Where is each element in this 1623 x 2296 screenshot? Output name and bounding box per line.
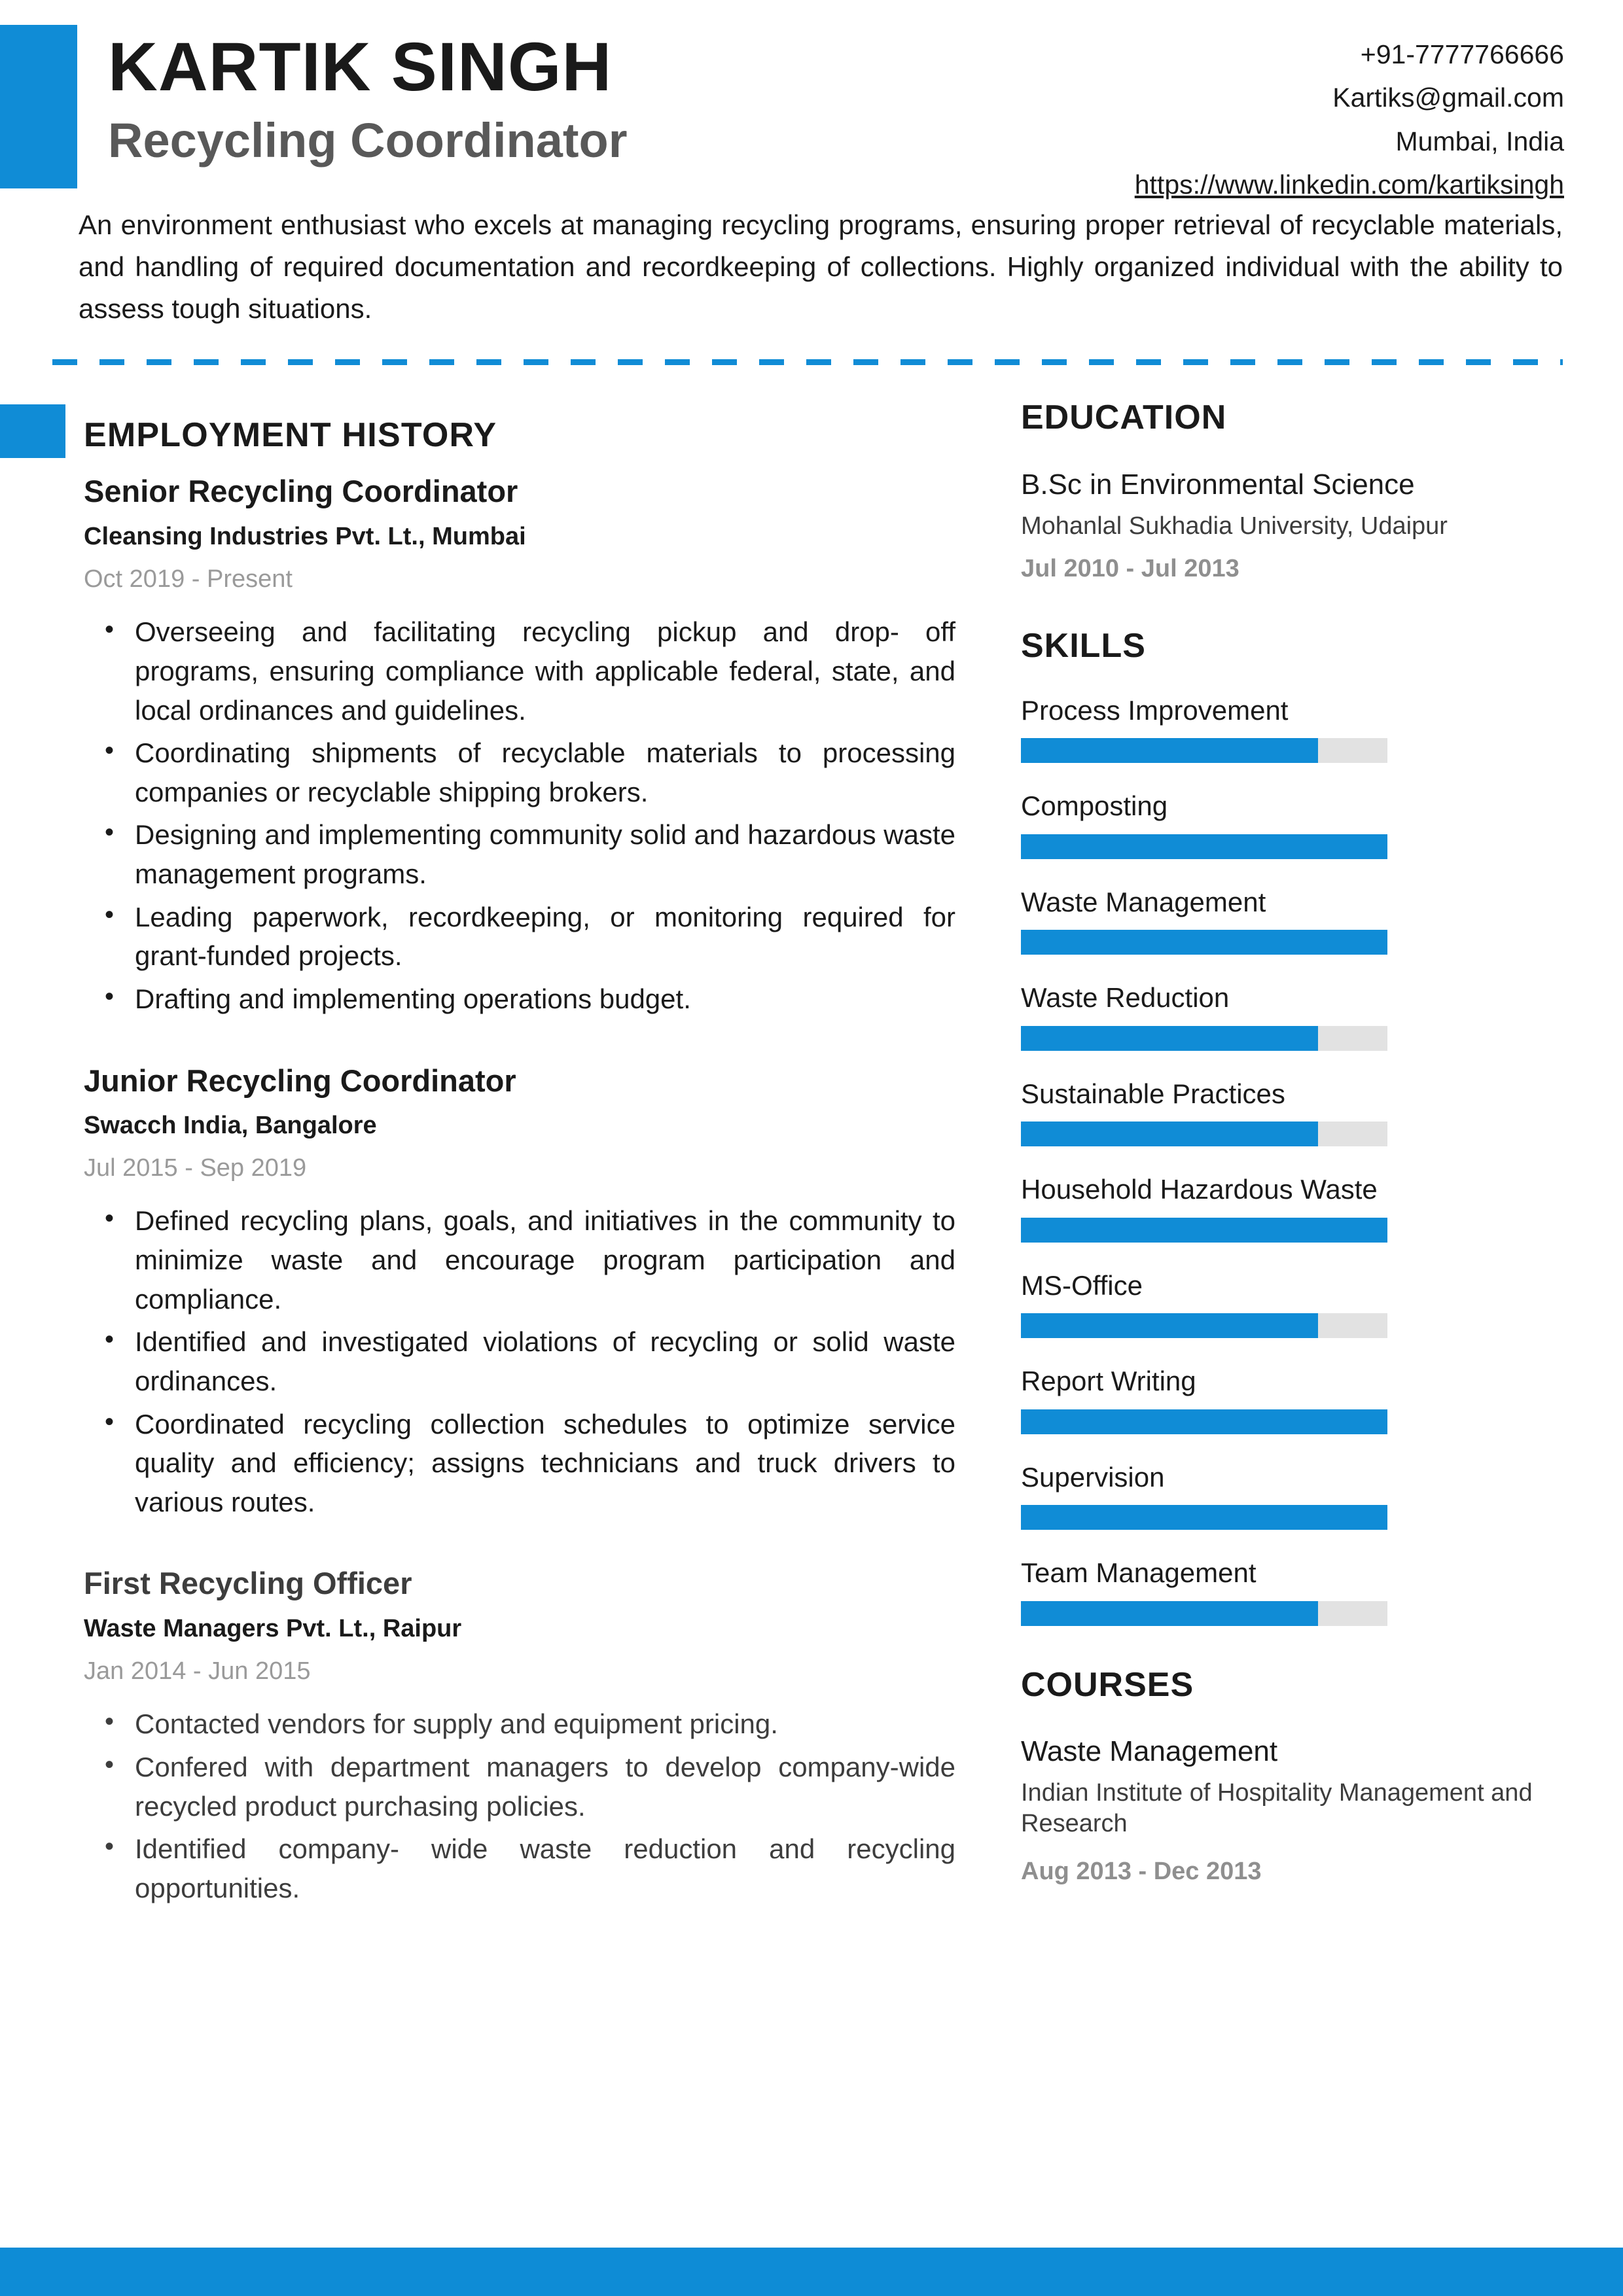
job-bullet: • Identified and investigated violations of recycling or solid waste ordinances. [135, 1322, 955, 1400]
job-bullet-list [84, 1201, 955, 1521]
page-title: KARTIK SINGH [108, 29, 613, 105]
skill-name: MS-Office [1021, 1269, 1143, 1301]
skill-name: Process Improvement [1021, 694, 1289, 726]
skill-level-fill [1021, 1601, 1318, 1626]
job-dates: Jul 2015 - Sep 2019 [84, 1154, 307, 1182]
job-bullet: • Contacted vendors for supply and equipment pricing. [135, 1704, 955, 1744]
employment-section-header [0, 399, 1008, 471]
skill-level-track [1021, 1505, 1387, 1530]
contact-linkedin-link[interactable]: https://www.linkedin.com/kartiksingh [1134, 169, 1564, 200]
skill-item [1021, 885, 1563, 955]
skill-name: Waste Reduction [1021, 982, 1230, 1014]
skill-item [1021, 981, 1563, 1051]
skill-level-fill [1021, 930, 1387, 955]
skill-name: Waste Management [1021, 886, 1266, 917]
course-name: Waste Management [1021, 1735, 1278, 1767]
skill-name: Composting [1021, 790, 1168, 822]
job-company: Swacch India, Bangalore [84, 1111, 377, 1139]
skill-name: Supervision [1021, 1461, 1165, 1492]
skill-item [1021, 1460, 1563, 1530]
education-degree: B.Sc in Environmental Science [1021, 468, 1415, 501]
skill-level-track [1021, 1122, 1387, 1146]
skill-level-track [1021, 834, 1387, 859]
skill-level-fill [1021, 738, 1318, 763]
header-job-title: Recycling Coordinator [108, 113, 628, 168]
contact-phone: +91-7777766666 [1360, 39, 1564, 69]
courses-section-title: COURSES [1021, 1665, 1194, 1704]
course-dates: Aug 2013 - Dec 2013 [1021, 1857, 1262, 1885]
job-bullet: • Overseeing and facilitating recycling pickup and drop- off programs, ensuring compliance with applicable federal, state, and local ordinances and guidelines. [135, 612, 955, 730]
job-entry [84, 471, 955, 1018]
skill-item [1021, 1269, 1563, 1339]
skill-name: Household Hazardous Waste [1021, 1174, 1378, 1205]
skill-level-track [1021, 738, 1387, 763]
dashed-divider [52, 359, 1563, 365]
skill-item [1021, 789, 1563, 859]
education-dates: Jul 2010 - Jul 2013 [1021, 555, 1240, 583]
education-entry [1021, 466, 1563, 586]
job-bullet: • Confered with department managers to develop company-wide recycled product purchasing policies. [135, 1748, 955, 1826]
skill-name: Team Management [1021, 1557, 1257, 1589]
header-accent-bar [0, 25, 77, 188]
employment-list [0, 471, 1008, 1907]
job-bullet: • Defined recycling plans, goals, and initiatives in the community to minimize waste and encourage program participation and compliance. [135, 1201, 955, 1318]
skill-level-track [1021, 1313, 1387, 1338]
skill-level-track [1021, 1409, 1387, 1434]
job-bullet-list [84, 612, 955, 1018]
education-school: Mohanlal Sukhadia University, Udaipur [1021, 512, 1448, 540]
resume-body [0, 399, 1623, 1937]
skills-section-title: SKILLS [1021, 626, 1146, 665]
job-company: Waste Managers Pvt. Lt., Raipur [84, 1614, 462, 1642]
job-company: Cleansing Industries Pvt. Lt., Mumbai [84, 522, 526, 550]
skill-item [1021, 1173, 1563, 1243]
header-identity [108, 25, 628, 169]
contact-block [1135, 25, 1564, 207]
section-accent-block [0, 404, 65, 458]
employment-section-title: EMPLOYMENT HISTORY [84, 416, 497, 455]
skill-level-track [1021, 1218, 1387, 1243]
skill-item [1021, 694, 1563, 764]
job-bullet-list [84, 1704, 955, 1907]
job-dates: Oct 2019 - Present [84, 565, 293, 593]
skill-name: Report Writing [1021, 1366, 1196, 1397]
job-bullet: • Coordinated recycling collection schedules to optimize service quality and efficiency; assigns technicians and truck drivers to various routes. [135, 1405, 955, 1522]
skill-level-track [1021, 930, 1387, 955]
resume-header [0, 0, 1623, 200]
education-section-title: EDUCATION [1021, 398, 1227, 437]
skill-level-track [1021, 1026, 1387, 1051]
skill-level-fill [1021, 1313, 1318, 1338]
footer-accent-bar [0, 2248, 1623, 2296]
job-entry [84, 1563, 955, 1907]
job-bullet: • Identified company- wide waste reduction and recycling opportunities. [135, 1829, 955, 1907]
job-bullet: • Coordinating shipments of recyclable materials to processing companies or recyclable shipping brokers. [135, 733, 955, 811]
course-organization: Indian Institute of Hospitality Management and Research [1021, 1779, 1533, 1837]
job-entry [84, 1061, 955, 1522]
job-dates: Jan 2014 - Jun 2015 [84, 1657, 311, 1685]
courses-list [1021, 1733, 1563, 1888]
job-bullet: • Drafting and implementing operations budget. [135, 980, 955, 1019]
skill-level-fill [1021, 1409, 1387, 1434]
skill-level-track [1021, 1601, 1387, 1626]
skill-level-fill [1021, 1122, 1318, 1146]
skill-item [1021, 1556, 1563, 1626]
contact-location: Mumbai, India [1395, 126, 1564, 156]
job-role: First Recycling Officer [84, 1566, 412, 1601]
course-entry [1021, 1733, 1563, 1888]
skill-item [1021, 1077, 1563, 1147]
skill-level-fill [1021, 834, 1387, 859]
skill-level-fill [1021, 1218, 1387, 1243]
contact-email: Kartiks@gmail.com [1332, 82, 1564, 113]
left-column [0, 399, 1008, 1911]
job-role: Junior Recycling Coordinator [84, 1063, 516, 1098]
skills-list [1021, 694, 1563, 1626]
job-bullet: • Designing and implementing community solid and hazardous waste management programs. [135, 815, 955, 893]
skill-name: Sustainable Practices [1021, 1078, 1285, 1109]
education-list [1021, 466, 1563, 586]
job-role: Senior Recycling Coordinator [84, 474, 518, 509]
skill-level-fill [1021, 1026, 1318, 1051]
professional-summary: An environment enthusiast who excels at managing recycling programs, ensuring proper retrieval of recyclable materials, and handling of required documentation and recordkeeping of collections. Highly organized individual with the ability to assess tough situations. [79, 209, 1563, 324]
skill-item [1021, 1364, 1563, 1434]
right-column [1008, 399, 1623, 1911]
skill-level-fill [1021, 1505, 1387, 1530]
job-bullet: • Leading paperwork, recordkeeping, or monitoring required for grant-funded projects. [135, 898, 955, 976]
